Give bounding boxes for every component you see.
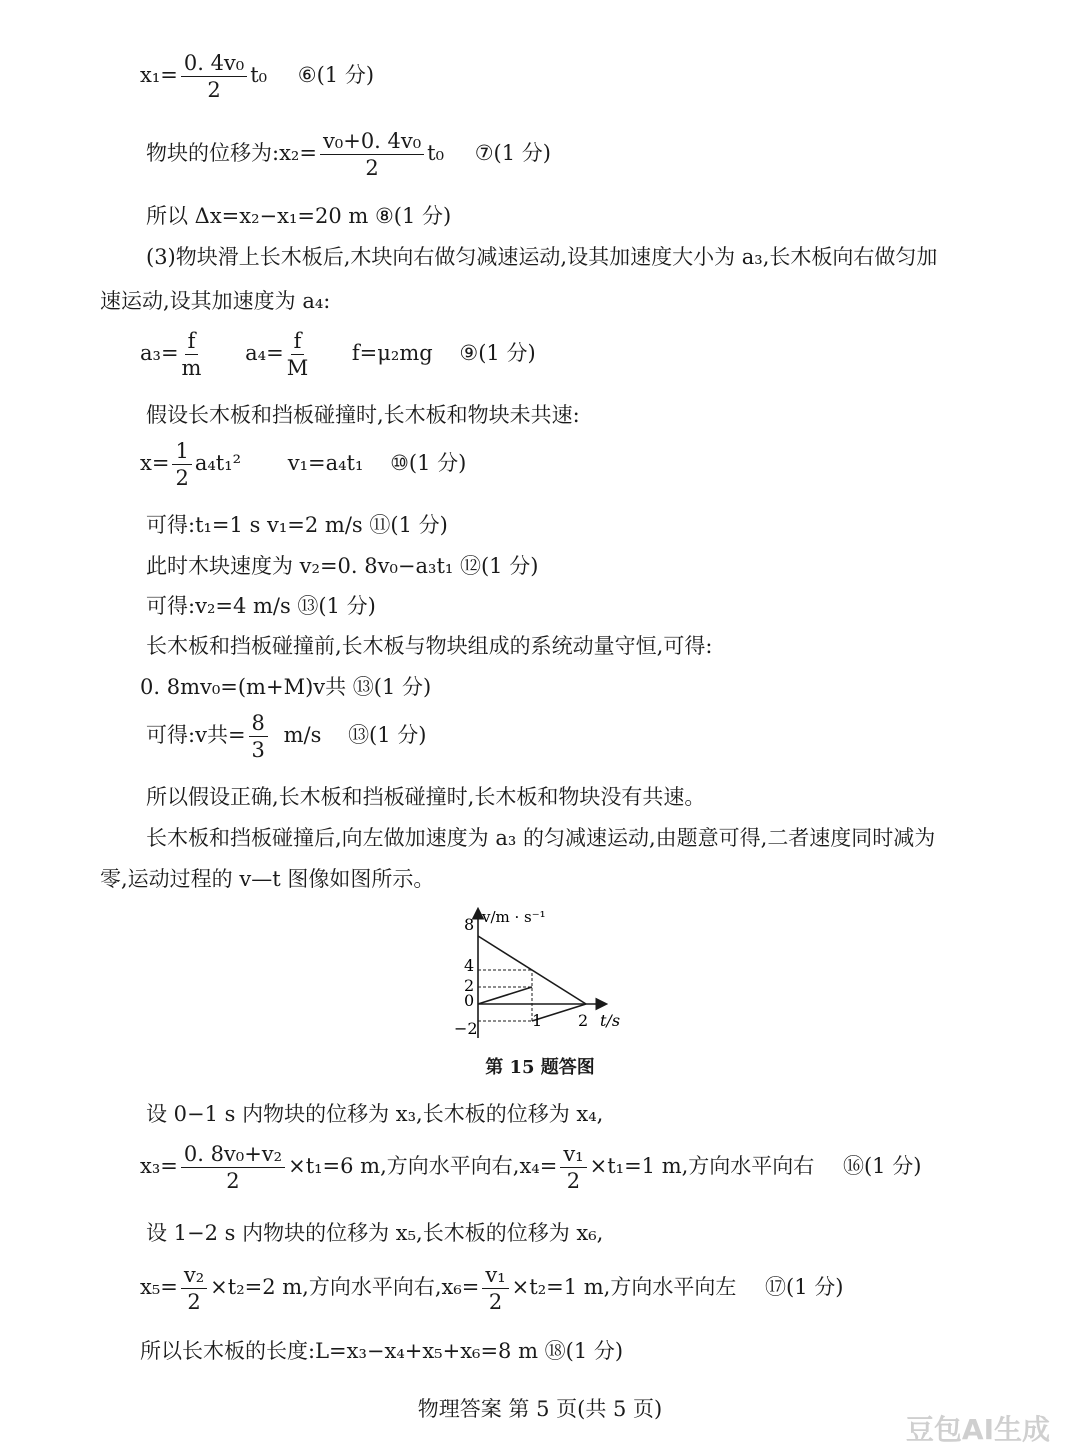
text-line: 所以长木板的长度:L=x₃−x₄+x₅+x₆=8 m ⑱(1 分) bbox=[140, 1339, 624, 1363]
y-axis-label: v/m · s⁻¹ bbox=[482, 908, 546, 926]
series-line bbox=[478, 987, 532, 1004]
equation-x2: 物块的位移为:x₂= $\frac{\text{v₀+0. 4v₀}}{2}$ t₀ ⑦(1 分) bbox=[146, 129, 551, 181]
equation-x1: x₁= $\frac{\text{0. 4v₀}}{2}$ t₀ ⑥(1 分) bbox=[140, 51, 375, 103]
figure-caption: 第 15 题答图 bbox=[485, 1057, 595, 1078]
text-line: 设 0−1 s 内物块的位移为 x₃,长木板的位移为 x₄, bbox=[146, 1102, 604, 1126]
equation-accelerations: a₃= $\frac{f}{m}$ a₄= $\frac{f}{M}$ f=μ₂mg ⑨(1 分) bbox=[140, 329, 536, 381]
text-line: 长木板和挡板碰撞后,向左做加速度为 a₃ 的匀减速运动,由题意可得,二者速度同时减为 bbox=[146, 826, 936, 850]
text-line: 此时木块速度为 v₂=0. 8v₀−a₃t₁ ⑫(1 分) bbox=[146, 554, 539, 578]
text-line: 所以假设正确,长木板和挡板碰撞时,长木板和物块没有共速。 bbox=[146, 785, 706, 809]
text-line: 所以 Δx=x₂−x₁=20 m ⑧(1 分) bbox=[146, 204, 452, 228]
equation-v-common: 可得:v共= $\frac{8}{3}$ m/s ⑬(1 分) bbox=[146, 711, 427, 763]
text-line: 设 1−2 s 内物块的位移为 x₅,长木板的位移为 x₆, bbox=[146, 1221, 604, 1245]
equation-x3-x4: x₃= $\frac{\text{0. 8v₀+v₂}}{2}$ ×t₁=6 m,方向水平向右,x₄= $\frac{\text{v₁}}{2}$ ×t₁=1 m,方向水平向右 ⑯(1 分) bbox=[140, 1142, 922, 1194]
y-tick-label: 4 bbox=[464, 956, 475, 975]
text-line: 长木板和挡板碰撞前,长木板与物块组成的系统动量守恒,可得: bbox=[146, 634, 713, 658]
fraction: $\frac{\text{v₁}}{2}$ bbox=[482, 1264, 508, 1313]
text-line: (3)物块滑上长木板后,木块向右做匀减速运动,设其加速度大小为 a₃,长木板向右做匀加 bbox=[146, 245, 938, 269]
fraction: $\frac{\text{v₀+0. 4v₀}}{2}$ bbox=[320, 130, 424, 179]
y-tick-label: 0 bbox=[464, 991, 475, 1010]
equation-x: x= $\frac{1}{2}$ a₄t₁² v₁=a₄t₁ ⑩(1 分) bbox=[140, 439, 467, 491]
x-axis-label: t/s bbox=[600, 1011, 621, 1030]
fraction: $\frac{\text{0. 4v₀}}{2}$ bbox=[181, 52, 247, 101]
y-tick-label: −2 bbox=[454, 1019, 478, 1038]
fraction: $\frac{8}{3}$ bbox=[249, 712, 268, 761]
watermark: 豆包AI生成 bbox=[905, 1413, 1050, 1446]
fraction: $\frac{\text{v₁}}{2}$ bbox=[560, 1143, 586, 1192]
y-tick-label: 8 bbox=[464, 915, 475, 934]
fraction: $\frac{\text{0. 8v₀+v₂}}{2}$ bbox=[181, 1143, 285, 1192]
fraction: $\frac{f}{M}$ bbox=[286, 329, 309, 381]
text-line: 零,运动过程的 v—t 图像如图所示。 bbox=[100, 867, 435, 891]
text-line: 速运动,设其加速度为 a₄: bbox=[100, 289, 331, 313]
text-line: 假设长木板和挡板碰撞时,长木板和物块未共速: bbox=[146, 403, 580, 427]
page-footer: 物理答案 第 5 页(共 5 页) bbox=[417, 1397, 663, 1421]
equation-x5-x6: x₅= $\frac{\text{v₂}}{2}$ ×t₂=2 m,方向水平向右,x₆= $\frac{\text{v₁}}{2}$ ×t₂=1 m,方向水平向左 ⑰(1 分) bbox=[140, 1263, 844, 1315]
fraction: $\frac{1}{2}$ bbox=[172, 440, 191, 489]
vt-graph bbox=[440, 900, 630, 1048]
x-tick-label: 2 bbox=[578, 1011, 589, 1030]
fraction: $\frac{\text{v₂}}{2}$ bbox=[181, 1264, 207, 1313]
y-tick-label: 2 bbox=[464, 976, 475, 995]
fraction: $\frac{f}{m}$ bbox=[181, 329, 202, 381]
x-tick-label: 1 bbox=[532, 1011, 543, 1030]
text-line: 可得:v₂=4 m/s ⑬(1 分) bbox=[146, 594, 376, 618]
text-line: 0. 8mv₀=(m+M)v共 ⑬(1 分) bbox=[140, 675, 432, 699]
text-line: 可得:t₁=1 s v₁=2 m/s ⑪(1 分) bbox=[146, 513, 448, 537]
